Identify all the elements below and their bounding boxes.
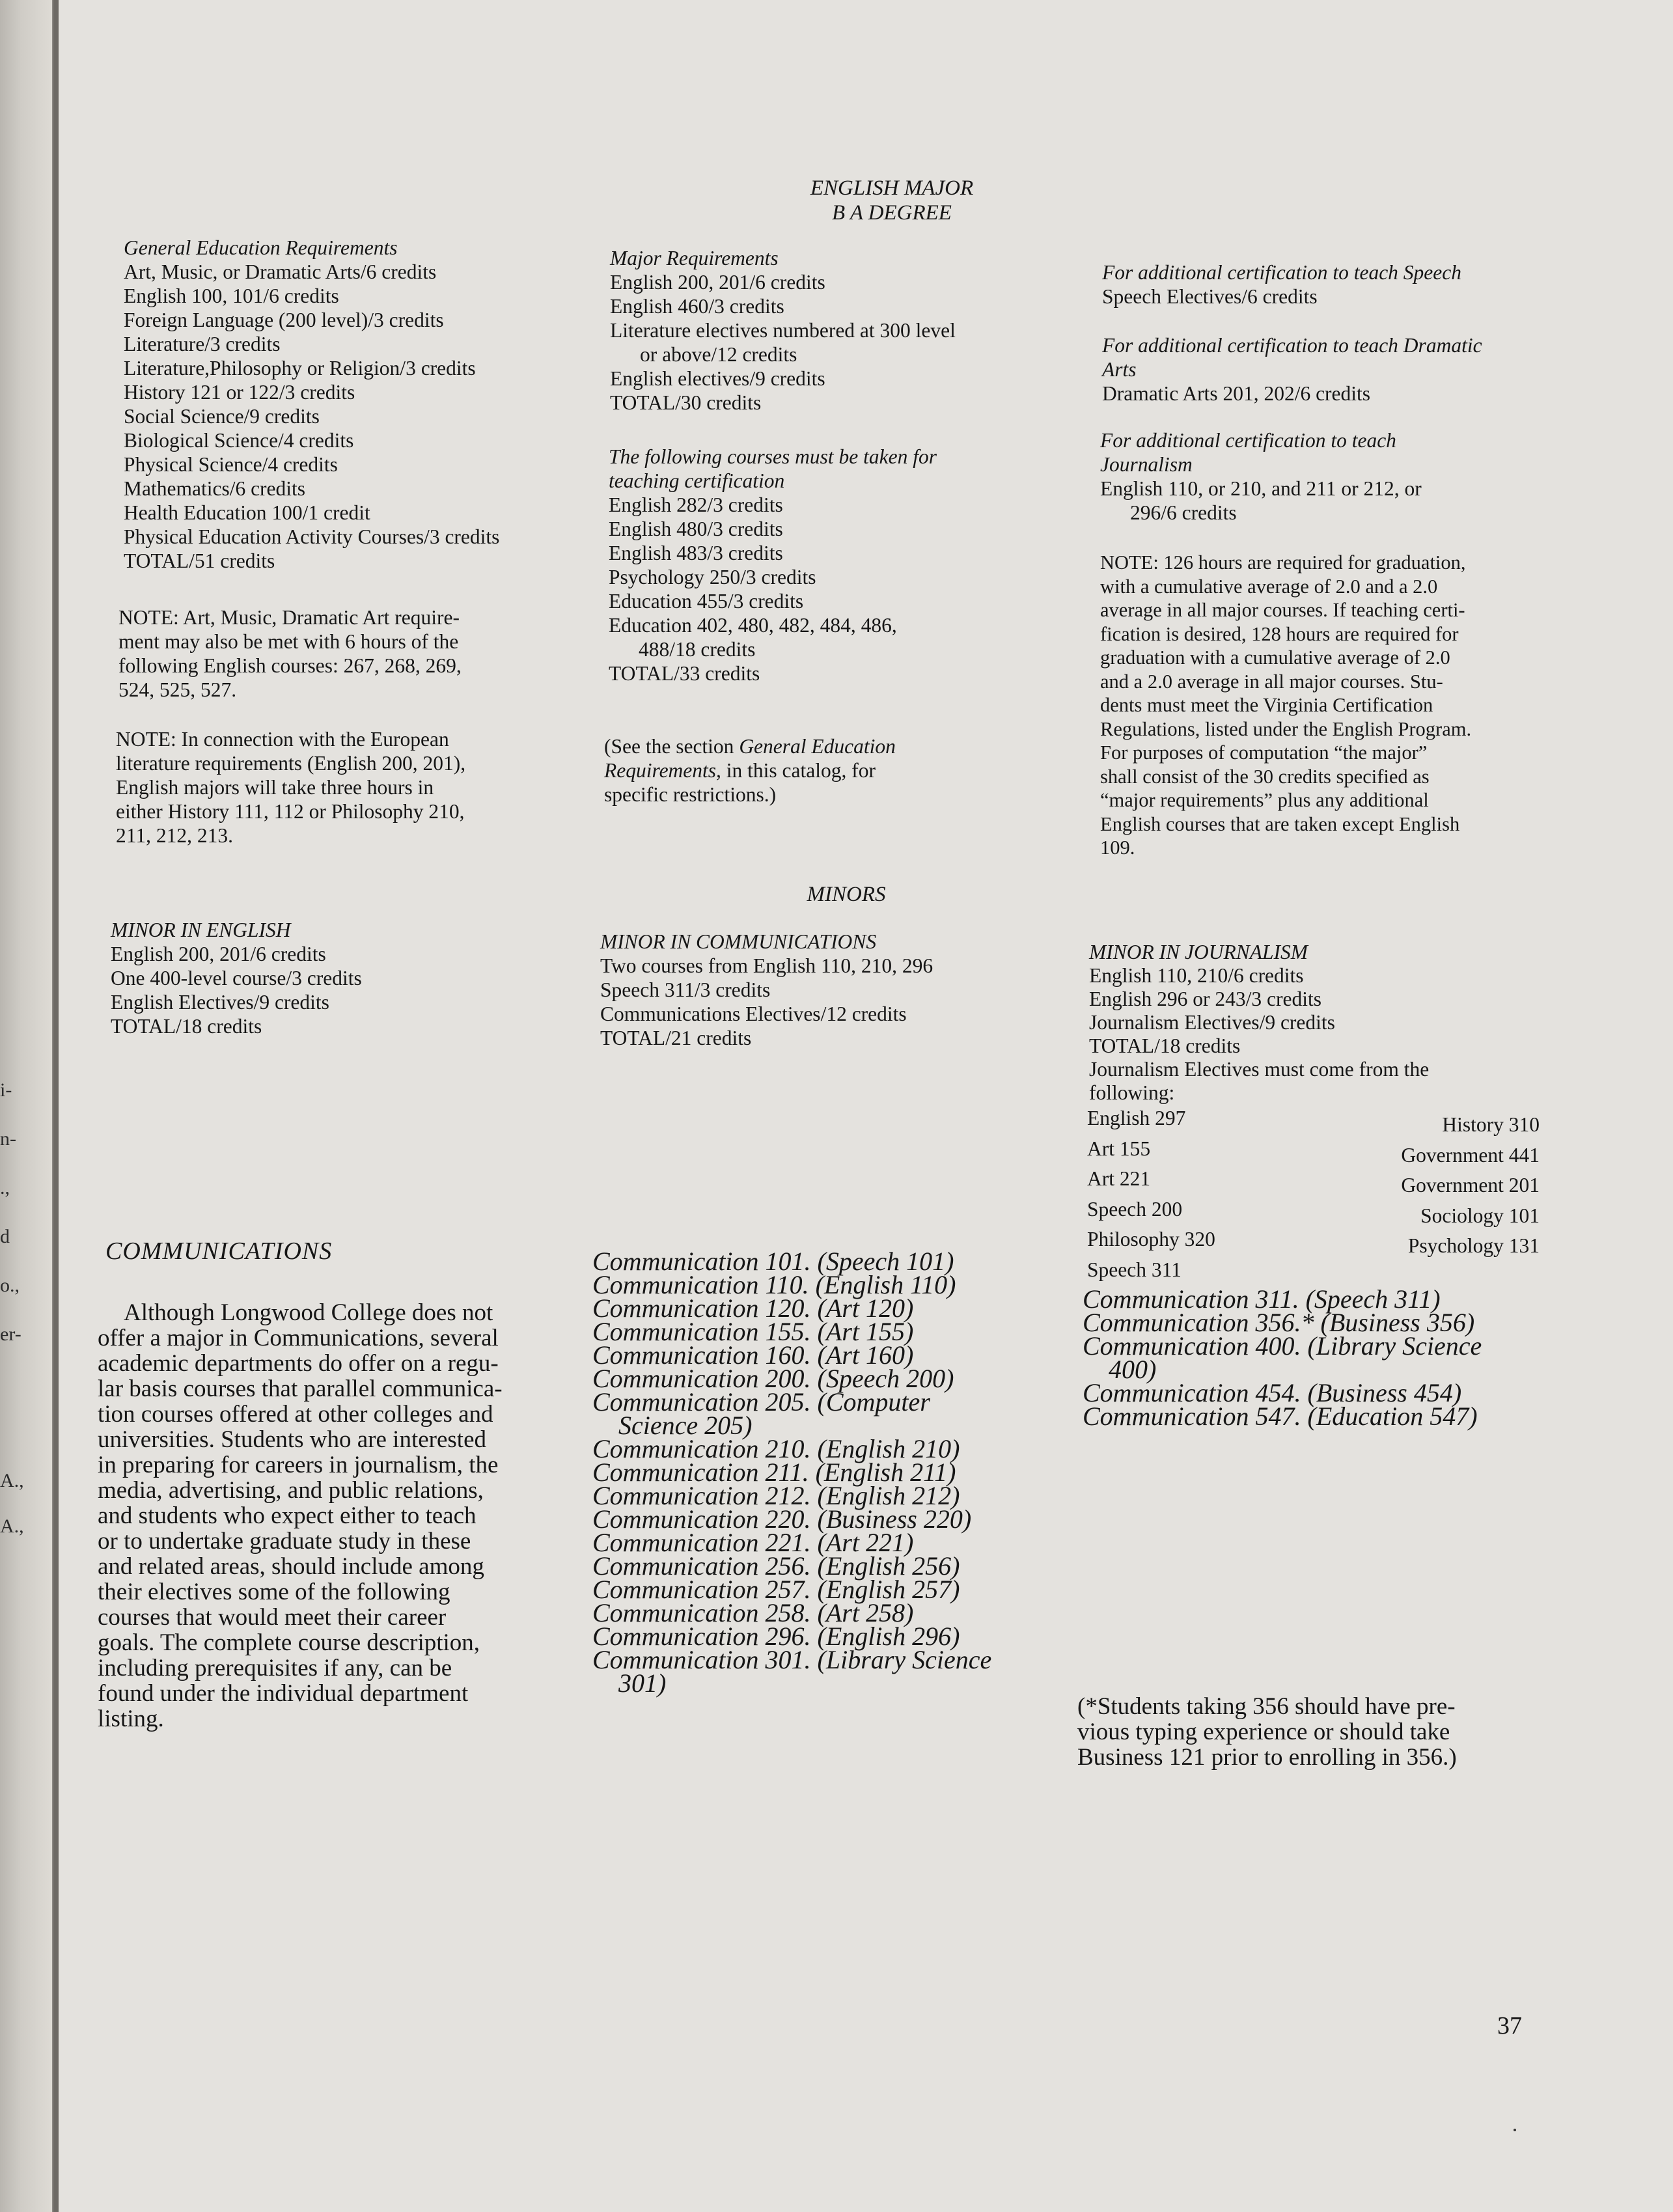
edge-fragment: i- [0, 1079, 12, 1101]
table-row [1087, 1107, 1540, 1137]
course-item: Communication 257. (English 257) [592, 1575, 960, 1604]
list-item: Foreign Language (200 level)/3 credits [124, 309, 444, 331]
course-item: Communication 155. (Art 155) [592, 1317, 914, 1346]
list-item: Journalism Electives must come from the [1089, 1058, 1430, 1081]
art-music-note [118, 605, 462, 702]
list-item: Mathematics/6 credits [124, 477, 306, 500]
certification-title: The following courses must be taken for [609, 445, 937, 468]
course-item: Communication 256. (English 256) [592, 1551, 960, 1581]
list-item: English electives/9 credits [610, 367, 825, 390]
paragraph-line: and students who expect either to teach [98, 1502, 477, 1529]
edge-fragment: d [0, 1226, 10, 1247]
paragraph-line: or to undertake graduate study in these [98, 1528, 471, 1555]
note-line [604, 758, 896, 782]
page-header [697, 176, 1087, 225]
course-item: Communication 200. (Speech 200) [592, 1364, 954, 1393]
journalism-cert-title: Journalism [1100, 453, 1193, 476]
note-text: in this catalog, for [721, 759, 876, 782]
book-spine [0, 0, 52, 2212]
list-item: One 400-level course/3 credits [111, 967, 362, 989]
minor-title: MINOR IN ENGLISH [111, 919, 291, 941]
note-line: average in all major courses. If teaching certi- [1100, 599, 1465, 621]
drama-certification [1102, 333, 1482, 406]
journalism-cert-title: For additional certification to teach [1100, 429, 1396, 452]
course-item: Communication 120. (Art 120) [592, 1293, 914, 1323]
journalism-certification [1100, 428, 1422, 525]
paragraph-line: universities. Students who are interested [98, 1426, 487, 1453]
elective-right: Government 201 [1401, 1174, 1540, 1196]
list-item: English 483/3 credits [609, 542, 783, 564]
list-item: Two courses from English 110, 210, 296 [600, 954, 933, 977]
course-item: Communication 296. (English 296) [592, 1622, 960, 1651]
certification-title: teaching certification [609, 469, 785, 492]
edge-fragment: o., [0, 1275, 20, 1296]
list-item: English 480/3 credits [609, 518, 783, 540]
typing-footnote [1077, 1694, 1546, 1770]
note-line [604, 734, 896, 758]
note-line: 109. [1100, 836, 1135, 859]
elective-left: Art 155 [1087, 1137, 1151, 1160]
list-item: Communications Electives/12 credits [600, 1002, 907, 1025]
general-education-title: General Education Requirements [124, 236, 398, 259]
elective-right: Psychology 131 [1407, 1234, 1540, 1257]
note-line: fication is desired, 128 hours are required for [1100, 622, 1459, 645]
list-item: TOTAL/18 credits [1089, 1034, 1241, 1057]
elective-left: Philosophy 320 [1087, 1228, 1215, 1251]
list-item: Journalism Electives/9 credits [1089, 1011, 1335, 1034]
list-item: English 460/3 credits [610, 295, 784, 318]
note-line: NOTE: 126 hours are required for graduation, [1100, 551, 1466, 574]
note-line: NOTE: In connection with the European [116, 728, 449, 751]
elective-left: Speech 311 [1087, 1258, 1182, 1281]
course-item: Communication 212. (English 212) [592, 1481, 960, 1510]
communications-paragraph [98, 1300, 553, 1732]
graduation-note [1100, 551, 1471, 860]
course-item: Communication 110. (English 110) [592, 1270, 956, 1299]
print-speck [1514, 2129, 1516, 2131]
page-gutter [53, 0, 59, 2212]
course-item: Communication 547. (Education 547) [1083, 1402, 1478, 1431]
paragraph-line: tion courses offered at other colleges and [98, 1401, 493, 1428]
note-line: dents must meet the Virginia Certification [1100, 694, 1433, 716]
course-item: 301) [592, 1668, 667, 1698]
edge-fragment: n- [0, 1128, 16, 1150]
list-item: English 200, 201/6 credits [610, 271, 825, 294]
note-line: 524, 525, 527. [118, 678, 237, 701]
paragraph-line: lar basis courses that parallel communica- [98, 1376, 503, 1402]
course-item: Communication 210. (English 210) [592, 1434, 960, 1463]
course-item: Communication 101. (Speech 101) [592, 1247, 954, 1276]
edge-fragment: A., [0, 1470, 24, 1491]
course-item: Communication 356.* (Business 356) [1083, 1308, 1475, 1337]
drama-cert-title: For additional certification to teach Dramatic [1102, 334, 1482, 357]
minor-journalism [1089, 941, 1429, 1105]
paragraph-line: offer a major in Communications, several [98, 1325, 499, 1351]
list-item: Physical Science/4 credits [124, 453, 338, 476]
teaching-certification-section [609, 445, 937, 685]
list-item: TOTAL/30 credits [610, 391, 762, 414]
list-item: Physical Education Activity Courses/3 credits [124, 525, 500, 548]
course-item: Communication 221. (Art 221) [592, 1528, 914, 1557]
table-row [1087, 1137, 1540, 1168]
elective-right: Government 441 [1401, 1143, 1540, 1167]
note-line: either History 111, 112 or Philosophy 210, [116, 800, 465, 823]
european-literature-note [116, 727, 465, 848]
drama-cert-title: Arts [1102, 358, 1137, 381]
list-item: Literature/3 credits [124, 333, 281, 355]
course-item: Communication 301. (Library Science [592, 1645, 992, 1674]
footnote-line: vious typing experience or should take [1077, 1719, 1450, 1745]
table-row [1087, 1228, 1540, 1258]
see-section-note [604, 734, 896, 807]
speech-certification [1102, 260, 1461, 309]
table-row [1087, 1258, 1540, 1282]
note-text: (See the section [604, 735, 740, 758]
note-line: For purposes of computation “the major” [1100, 741, 1428, 764]
note-line: literature requirements (English 200, 201), [116, 752, 466, 775]
catalog-page [59, 0, 1673, 2212]
paragraph-line: found under the individual department [98, 1680, 469, 1707]
course-item: Communication 205. (Computer [592, 1387, 930, 1417]
edge-fragment: er- [0, 1323, 21, 1345]
major-requirements-section [610, 246, 956, 415]
note-line: ment may also be met with 6 hours of the [118, 630, 459, 653]
minor-english [111, 918, 362, 1038]
communications-title: COMMUNICATIONS [105, 1237, 333, 1265]
course-item: Communication 311. (Speech 311) [1083, 1284, 1441, 1314]
list-item: English 282/3 credits [609, 493, 783, 516]
note-line: shall consist of the 30 credits specified as [1100, 765, 1430, 788]
note-line: specific restrictions.) [604, 783, 777, 806]
course-item: Communication 220. (Business 220) [592, 1504, 972, 1534]
list-item: English 110, 210/6 credits [1089, 964, 1304, 987]
course-item: Communication 211. (English 211) [592, 1458, 956, 1487]
paragraph-line: in preparing for careers in journalism, the [98, 1452, 499, 1478]
minor-title: MINOR IN COMMUNICATIONS [600, 930, 877, 953]
list-item: Speech 311/3 credits [600, 978, 771, 1001]
general-education-section [124, 236, 499, 573]
elective-left: Speech 200 [1087, 1197, 1183, 1221]
list-item: 296/6 credits [1130, 501, 1237, 524]
elective-left: English 297 [1087, 1107, 1186, 1129]
elective-right: Sociology 101 [1420, 1204, 1540, 1227]
list-item: English 100, 101/6 credits [124, 284, 339, 307]
paragraph-line: courses that would meet their career [98, 1604, 447, 1631]
speech-cert-title: For additional certification to teach Speech [1102, 261, 1462, 284]
note-line: following English courses: 267, 268, 269, [118, 654, 462, 677]
list-item: 488/18 credits [639, 638, 756, 661]
course-item: Communication 454. (Business 454) [1083, 1378, 1462, 1407]
table-row [1087, 1198, 1540, 1228]
footnote-line: (*Students taking 356 should have pre- [1077, 1693, 1456, 1720]
list-item: Social Science/9 credits [124, 405, 320, 428]
edge-fragment: ., [0, 1177, 10, 1198]
list-item: Biological Science/4 credits [124, 429, 354, 452]
note-line: “major requirements” plus any additional [1100, 789, 1429, 811]
paragraph-line: Although Longwood College does not [124, 1299, 493, 1326]
list-item: Psychology 250/3 credits [609, 566, 816, 588]
note-link-text: Requirements, [604, 759, 721, 782]
list-item: Dramatic Arts 201, 202/6 credits [1102, 382, 1371, 405]
minors-heading: MINORS [807, 883, 886, 906]
note-line: NOTE: Art, Music, Dramatic Art require- [118, 606, 460, 629]
elective-right: History 310 [1442, 1113, 1540, 1136]
paragraph-line: and related areas, should include among [98, 1553, 484, 1580]
paragraph-line: media, advertising, and public relations, [98, 1477, 484, 1504]
note-line: 211, 212, 213. [116, 824, 233, 847]
paragraph-line: their electives some of the following [98, 1579, 450, 1605]
note-line: and a 2.0 average in all major courses. Stu- [1100, 670, 1443, 693]
note-line: English courses that are taken except English [1100, 812, 1460, 835]
list-item: History 121 or 122/3 credits [124, 381, 355, 404]
note-line: English majors will take three hours in [116, 776, 434, 799]
list-item: TOTAL/21 credits [600, 1027, 752, 1049]
note-link-text: General Education [739, 735, 896, 758]
header-line-2: B A DEGREE [832, 201, 952, 225]
minor-title: MINOR IN JOURNALISM [1089, 941, 1308, 963]
elective-left: Art 221 [1087, 1167, 1151, 1190]
course-item: Communication 400. (Library Science [1083, 1331, 1482, 1361]
paragraph-line: academic departments do offer on a regu- [98, 1350, 499, 1377]
list-item: Speech Electives/6 credits [1102, 285, 1318, 308]
list-item: TOTAL/18 credits [111, 1015, 262, 1038]
list-item: or above/12 credits [640, 343, 797, 366]
list-item: Art, Music, or Dramatic Arts/6 credits [124, 260, 437, 283]
course-item: 400) [1083, 1355, 1157, 1384]
communication-courses-right [1083, 1284, 1482, 1431]
list-item: English 296 or 243/3 credits [1089, 988, 1321, 1010]
list-item: English 110, or 210, and 211 or 212, or [1100, 477, 1422, 500]
list-item: following: [1089, 1081, 1175, 1104]
edge-fragment: A., [0, 1515, 24, 1537]
list-item: English 200, 201/6 credits [111, 943, 326, 965]
communication-courses-middle [592, 1247, 992, 1698]
paragraph-line: goals. The complete course description, [98, 1629, 480, 1656]
course-item: Communication 258. (Art 258) [592, 1598, 914, 1627]
course-item: Communication 160. (Art 160) [592, 1340, 914, 1370]
journalism-electives-table [1087, 1107, 1540, 1282]
header-line-1: ENGLISH MAJOR [810, 176, 974, 200]
list-item: TOTAL/33 credits [609, 662, 760, 685]
course-item: Science 205) [592, 1411, 753, 1440]
list-item: Literature electives numbered at 300 level [610, 319, 956, 342]
minor-communications [600, 930, 933, 1050]
paragraph-line: listing. [98, 1706, 164, 1732]
list-item: Literature,Philosophy or Religion/3 credits [124, 357, 476, 380]
note-line: graduation with a cumulative average of 2.0 [1100, 646, 1450, 669]
table-row [1087, 1167, 1540, 1198]
paragraph-line: including prerequisites if any, can be [98, 1655, 452, 1681]
list-item: English Electives/9 credits [111, 991, 329, 1014]
page-number: 37 [1497, 2012, 1522, 2039]
list-item: Education 455/3 credits [609, 590, 804, 613]
list-item: Education 402, 480, 482, 484, 486, [609, 614, 897, 637]
major-requirements-title: Major Requirements [610, 247, 779, 270]
list-item: TOTAL/51 credits [124, 549, 275, 572]
note-line: with a cumulative average of 2.0 and a 2.0 [1100, 575, 1438, 598]
list-item: Health Education 100/1 credit [124, 501, 370, 524]
note-line: Regulations, listed under the English Program. [1100, 717, 1472, 740]
footnote-line: Business 121 prior to enrolling in 356.) [1077, 1744, 1457, 1771]
